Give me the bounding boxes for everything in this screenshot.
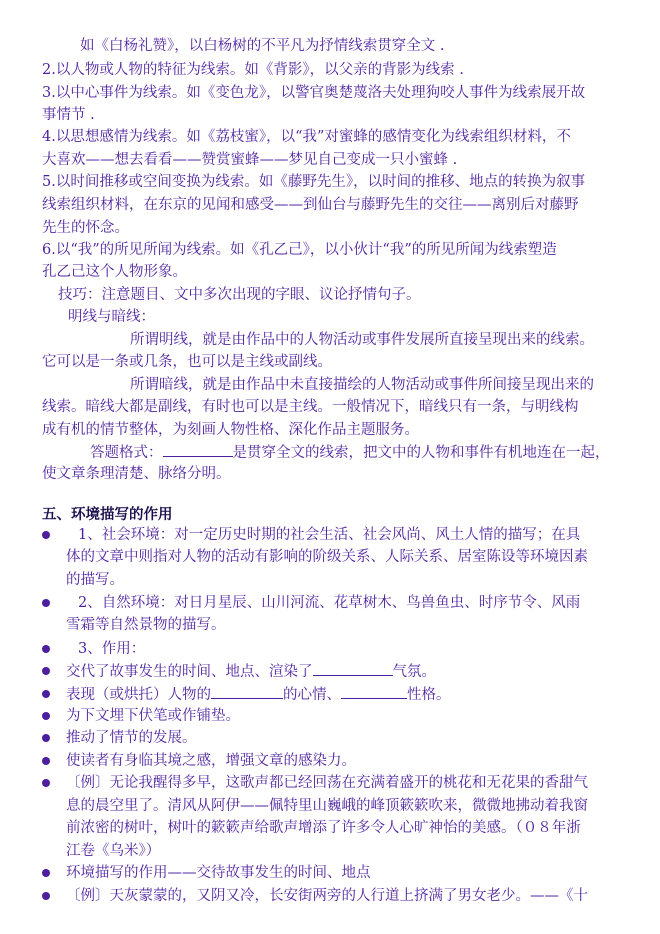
- text-line: 3.以中心事件为线索。如《变色龙》，以警官奥楚蔑洛夫处理狗咬人事件为线索展开故: [42, 85, 586, 101]
- answer-format-text: 是贯穿全文的线索，把文中的人物和事件有机地连在一起，: [232, 445, 610, 461]
- bullet-text: 推动了情节的发展。: [66, 730, 197, 746]
- bullet-text-part: 气氛。: [392, 664, 436, 680]
- bullet-dot: [42, 599, 50, 607]
- text-line: 线索。暗线大都是副线，有时也可以是主线。一般情况下，暗线只有一条，与明线构: [42, 399, 579, 415]
- text-line: 所谓暗线，就是由作品中未直接描绘的人物活动或事件所间接呈现出来的: [130, 377, 594, 393]
- bullet-text-with-blank: [66, 661, 436, 682]
- bullet-dot: [42, 779, 50, 787]
- bullet-dot: [42, 757, 50, 765]
- bullet-text: 3、作用：: [78, 641, 146, 657]
- text-line: 事情节 .: [42, 107, 95, 123]
- bullet-text-part: 的心情、: [283, 687, 341, 703]
- text-line: 线索组织材料，在东京的见闻和感受——到仙台与藤野先生的交往——离别后对藤野: [42, 197, 579, 213]
- bullet-dot: [42, 869, 50, 877]
- answer-format-label: 答题格式：: [90, 445, 163, 461]
- text-line: 孔乙己这个人物形象。: [42, 264, 187, 280]
- text-line: 先生的怀念。: [42, 220, 129, 236]
- section-title: 五、环境描写的作用: [42, 506, 173, 523]
- tips-line: 技巧：注意题目、文中多次出现的字眼、议论抒情句子。: [58, 287, 421, 303]
- blank-field: [211, 684, 283, 699]
- bullet-dot: [42, 645, 50, 653]
- text-line: 大喜欢——想去看看——赞赏蜜蜂——梦见自己变成一只小蜜蜂 .: [42, 152, 458, 168]
- answer-format-line: [90, 442, 610, 463]
- bullet-text-part: 性格。: [407, 687, 451, 703]
- text-line: 2.以人物或人物的特征为线索。如《背影》，以父亲的背影为线索 .: [42, 62, 464, 78]
- blank-field: [341, 684, 407, 699]
- bullet-text: 〔例〕无论我醒得多早，这歌声都已经回荡在充满着盛开的桃花和无花果的香甜气: [66, 775, 588, 791]
- bullet-text: 的描写。: [66, 572, 124, 588]
- text-line: 使文章条理清楚、脉络分明。: [42, 466, 231, 482]
- bullet-dot: [42, 531, 50, 539]
- bullet-text: 前浓密的树叶，树叶的簌簌声给歌声增添了许多令人心旷神怡的美感。（０８年浙: [66, 820, 581, 836]
- bullet-text: 1、社会环境：对一定历史时期的社会生活、社会风尚、风土人情的描写；在具: [78, 527, 581, 543]
- blank-field: [313, 661, 393, 676]
- bullet-text: 为下文埋下伏笔或作铺垫。: [66, 708, 240, 724]
- bullet-text: 雪霜等自然景物的描写。: [66, 617, 226, 633]
- bullet-text: 体的文章中则指对人物的活动有影响的阶级关系、人际关系、居室陈设等环境因素: [66, 549, 588, 565]
- bullet-text: 2、自然环境：对日月星辰、山川河流、花草树木、鸟兽鱼虫、时序节令、风雨: [78, 595, 581, 611]
- blank-field: [163, 442, 233, 457]
- bullet-dot: [42, 892, 50, 900]
- bullet-text: 环境描写的作用——交待故事发生的时间、地点: [66, 865, 371, 881]
- bullet-text: 〔例〕天灰蒙蒙的，又阴又冷，长安街两旁的人行道上挤满了男女老少。——《十: [66, 888, 588, 904]
- text-line: 它可以是一条或几条，也可以是主线或副线。: [42, 354, 332, 370]
- bullet-dot: [42, 667, 50, 675]
- bullet-text-part: 表现（或烘托）人物的: [66, 687, 211, 703]
- bullet-text-part: 交代了故事发生的时间、地点、渲染了: [66, 664, 313, 680]
- text-line: 4.以思想感情为线索。如《荔枝蜜》，以“我”对蜜蜂的感情变化为线索组织材料，不: [42, 129, 571, 145]
- bullet-dot: [42, 734, 50, 742]
- subheading-line: 明线与暗线：: [68, 309, 155, 325]
- bullet-dot: [42, 690, 50, 698]
- text-line: 成有机的情节整体，为刻画人物性格、深化作品主题服务。: [42, 422, 419, 438]
- text-line: 如《白杨礼赞》，以白杨树的不平凡为抒情线索贯穿全文 .: [80, 38, 445, 54]
- bullet-text-with-blank: [66, 684, 451, 705]
- text-line: 6.以“我”的所见所闻为线索。如《孔乙己》，以小伙计“我”的所见所闻为线索塑造: [42, 242, 557, 258]
- bullet-text: 江卷《乌米》）: [66, 843, 161, 859]
- bullet-text: 使读者有身临其境之感，增强文章的感染力。: [66, 753, 356, 769]
- bullet-text: 息的晨空里了。清风从阿伊——佩特里山巍峨的峰顶簌簌吹来，微微地拂动着我窗: [66, 798, 588, 814]
- text-line: 5.以时间推移或空间变换为线索。如《藤野先生》，以时间的推移、地点的转换为叙事: [42, 174, 586, 190]
- text-line: 所谓明线，就是由作品中的人物活动或事件发展所直接呈现出来的线索。: [130, 332, 594, 348]
- bullet-dot: [42, 712, 50, 720]
